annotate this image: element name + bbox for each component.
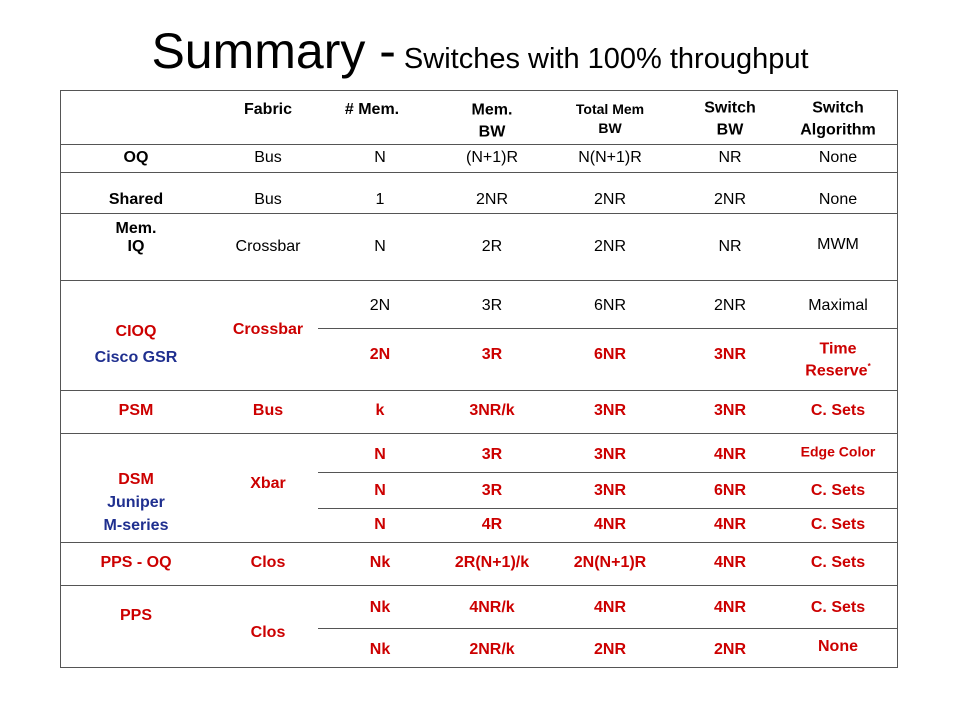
row-dsm-vendor: Juniper xyxy=(107,494,165,512)
row-oq-name: OQ xyxy=(123,149,149,167)
row-pps-oq-mem: Nk xyxy=(369,554,391,572)
row-cioq-2-total: 6NR xyxy=(593,346,627,364)
row-oq-mem-bw: (N+1)R xyxy=(465,149,519,167)
row-divider xyxy=(318,508,898,509)
row-shared-switch-bw: 2NR xyxy=(713,191,747,209)
row-dsm-2-algo: C. Sets xyxy=(810,482,866,500)
row-divider xyxy=(60,280,898,281)
row-dsm-3-switch-bw: 4NR xyxy=(713,516,747,534)
row-divider xyxy=(60,542,898,543)
row-cioq-2-switch-bw: 3NR xyxy=(713,346,747,364)
row-pps-1-switch-bw: 4NR xyxy=(713,599,747,617)
row-pps-name: PPS xyxy=(119,607,153,625)
row-dsm-3-mem: N xyxy=(374,516,386,534)
row-psm-mem: k xyxy=(375,402,385,420)
row-dsm-1-algo: Edge Color xyxy=(800,443,876,460)
row-psm-algo: C. Sets xyxy=(810,402,866,420)
row-divider xyxy=(318,472,898,473)
row-pps-oq-mem-bw: 2R(N+1)/k xyxy=(454,554,530,572)
row-pps-2-algo: None xyxy=(818,638,858,656)
row-oq-mem: N xyxy=(374,149,386,167)
row-oq-algo: None xyxy=(818,149,858,167)
row-dsm-3-total: 4NR xyxy=(593,516,627,534)
row-oq-switch-bw: NR xyxy=(718,149,742,167)
row-pps-oq-switch-bw: 4NR xyxy=(713,554,747,572)
row-dsm-1-mem: N xyxy=(374,446,386,464)
row-pps-oq-fabric: Clos xyxy=(250,554,286,572)
header-switch-bw: Switch BW xyxy=(704,99,756,138)
row-iq-algo: MWM xyxy=(817,236,859,254)
row-dsm-2-total: 3NR xyxy=(593,482,627,500)
row-cioq-1-total: 6NR xyxy=(593,297,627,315)
row-cioq-2-mem-bw: 3R xyxy=(481,346,503,364)
row-iq-name: IQ xyxy=(127,238,145,256)
row-shared-algo: None xyxy=(818,191,858,209)
row-dsm-1-total: 3NR xyxy=(593,446,627,464)
row-dsm-3-algo: C. Sets xyxy=(810,516,866,534)
slide-title xyxy=(0,22,960,80)
row-divider xyxy=(60,172,898,173)
row-pps-oq-algo: C. Sets xyxy=(810,554,866,572)
header-fabric: Fabric xyxy=(243,101,293,119)
row-pps-2-mem: Nk xyxy=(369,641,391,659)
row-pps-2-mem-bw: 2NR/k xyxy=(469,641,515,659)
row-dsm-1-mem-bw: 3R xyxy=(481,446,503,464)
row-pps-1-total: 4NR xyxy=(593,599,627,617)
row-divider xyxy=(60,144,898,145)
row-psm-total: 3NR xyxy=(593,402,627,420)
row-pps-2-switch-bw: 2NR xyxy=(713,641,747,659)
row-pps-oq-total: 2N(N+1)R xyxy=(573,554,647,572)
row-shared-name-2: Mem. xyxy=(115,220,157,238)
row-oq-total: N(N+1)R xyxy=(578,149,642,167)
row-cioq-1-mem: 2N xyxy=(369,297,391,315)
row-psm-name: PSM xyxy=(118,402,154,420)
header-total-mem-bw: Total Mem BW xyxy=(575,101,645,136)
header-mem-bw: Mem. BW xyxy=(471,101,513,140)
row-dsm-name: DSM xyxy=(118,471,154,489)
row-shared-fabric: Bus xyxy=(254,191,282,209)
row-pps-1-algo: C. Sets xyxy=(810,599,866,617)
title-main: Summary - xyxy=(151,23,396,79)
row-iq-switch-bw: NR xyxy=(718,238,742,256)
row-dsm-2-switch-bw: 6NR xyxy=(713,482,747,500)
row-cioq-product: Cisco GSR xyxy=(94,349,178,367)
row-divider xyxy=(60,390,898,391)
row-iq-mem-bw: 2R xyxy=(481,238,503,256)
row-dsm-fabric: Xbar xyxy=(250,475,286,493)
row-iq-fabric: Crossbar xyxy=(235,238,301,256)
header-mem-count: # Mem. xyxy=(344,101,400,119)
header-switch-algorithm: Switch Algorithm xyxy=(800,99,876,138)
row-pps-oq-name: PPS - OQ xyxy=(100,554,172,572)
row-dsm-2-mem: N xyxy=(374,482,386,500)
row-cioq-2-algo: Time Reserve* xyxy=(805,340,871,379)
row-divider xyxy=(318,328,898,329)
row-pps-fabric: Clos xyxy=(250,624,286,642)
summary-table xyxy=(60,90,898,668)
title-subtitle: Switches with 100% throughput xyxy=(403,43,809,75)
row-iq-total: 2NR xyxy=(593,238,627,256)
row-shared-mem-bw: 2NR xyxy=(475,191,509,209)
row-cioq-1-algo: Maximal xyxy=(808,297,868,315)
row-cioq-1-mem-bw: 3R xyxy=(481,297,503,315)
row-divider xyxy=(60,433,898,434)
row-psm-switch-bw: 3NR xyxy=(713,402,747,420)
row-pps-2-total: 2NR xyxy=(593,641,627,659)
row-cioq-name: CIOQ xyxy=(115,323,157,341)
row-dsm-1-switch-bw: 4NR xyxy=(713,446,747,464)
row-divider xyxy=(60,213,898,214)
row-psm-mem-bw: 3NR/k xyxy=(469,402,515,420)
row-divider xyxy=(318,628,898,629)
row-cioq-2-mem: 2N xyxy=(369,346,391,364)
row-shared-total: 2NR xyxy=(593,191,627,209)
row-cioq-fabric: Crossbar xyxy=(232,321,304,339)
row-dsm-2-mem-bw: 3R xyxy=(481,482,503,500)
row-oq-fabric: Bus xyxy=(254,149,282,167)
row-shared-mem: 1 xyxy=(375,191,385,209)
row-pps-1-mem: Nk xyxy=(369,599,391,617)
row-cioq-1-switch-bw: 2NR xyxy=(713,297,747,315)
row-psm-fabric: Bus xyxy=(252,402,284,420)
row-shared-name: Shared xyxy=(108,191,164,209)
row-dsm-product: M-series xyxy=(103,517,169,535)
row-iq-mem: N xyxy=(374,238,386,256)
row-divider xyxy=(60,585,898,586)
row-dsm-3-mem-bw: 4R xyxy=(481,516,503,534)
row-pps-1-mem-bw: 4NR/k xyxy=(469,599,515,617)
